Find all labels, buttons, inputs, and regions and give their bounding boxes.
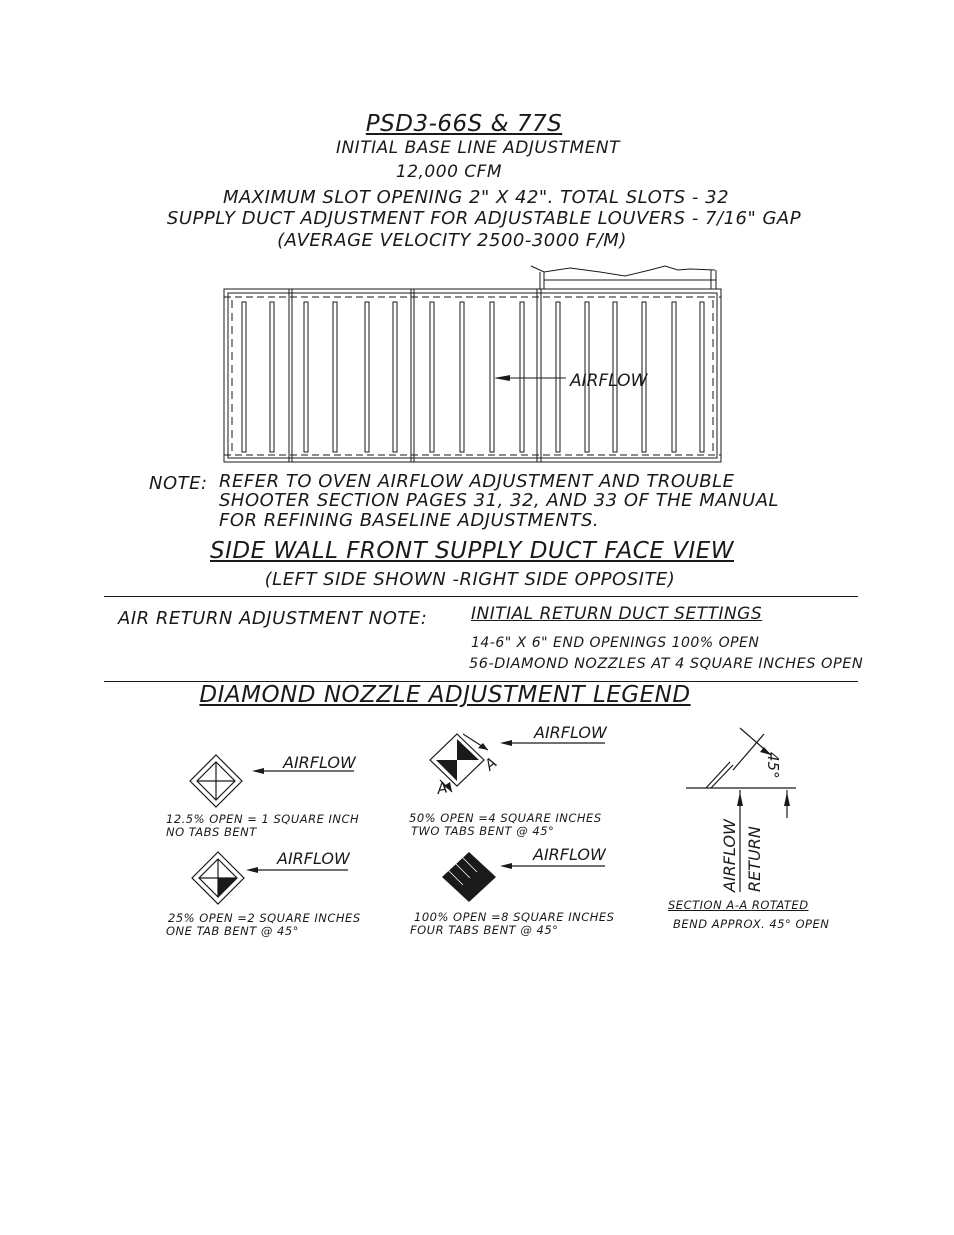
header-line-1: INITIAL BASE LINE ADJUSTMENT	[335, 138, 621, 158]
legend-title: DIAMOND NOZZLE ADJUSTMENT LEGEND	[199, 682, 691, 708]
nozzle-1-caption-1: 12.5% OPEN = 1 SQUARE INCH	[166, 812, 360, 826]
nozzle-1-caption-2: NO TABS BENT	[166, 825, 257, 839]
section-caption: BEND APPROX. 45° OPEN	[673, 917, 830, 931]
nozzle-4-airflow: AIRFLOW	[533, 845, 606, 864]
nozzle-3-caption-2: TWO TABS BENT @ 45°	[411, 824, 555, 838]
air-return-heading: INITIAL RETURN DUCT SETTINGS	[471, 604, 763, 624]
air-return-label: AIR RETURN ADJUSTMENT NOTE:	[118, 608, 428, 629]
sidewall-subtitle: (LEFT SIDE SHOWN -RIGHT SIDE OPPOSITE)	[264, 569, 676, 590]
section-angle-label: 45°	[764, 752, 782, 779]
air-return-item-1: 14-6" X 6" END OPENINGS 100% OPEN	[471, 635, 760, 651]
section-mark-a-right: A	[481, 753, 501, 775]
nozzle-3-airflow: AIRFLOW	[534, 723, 607, 742]
header-line-2: 12,000 CFM	[395, 162, 503, 182]
section-mark-a-bottom: A	[435, 778, 449, 798]
header-line-3: MAXIMUM SLOT OPENING 2" X 42". TOTAL SLOTS - 32	[222, 187, 730, 208]
section-title: SECTION A-A ROTATED	[668, 898, 809, 912]
air-return-item-2: 56-DIAMOND NOZZLES AT 4 SQUARE INCHES OPEN	[469, 656, 864, 672]
nozzle-2-caption-1: 25% OPEN =2 SQUARE INCHES	[168, 911, 361, 925]
note-prefix: NOTE:	[149, 473, 208, 494]
nozzle-4-caption-1: 100% OPEN =8 SQUARE INCHES	[414, 910, 615, 924]
note-line-3: FOR REFINING BASELINE ADJUSTMENTS.	[219, 510, 600, 531]
note-line-1: REFER TO OVEN AIRFLOW ADJUSTMENT AND TROUBLE	[219, 471, 735, 492]
header-line-4: SUPPLY DUCT ADJUSTMENT FOR ADJUSTABLE LOUVERS - 7/16" GAP	[166, 208, 802, 229]
nozzle-2-airflow: AIRFLOW	[277, 849, 350, 868]
section-return-label: RETURN	[745, 826, 764, 892]
nozzle-3-caption-1: 50% OPEN =4 SQUARE INCHES	[409, 811, 602, 825]
nozzle-1-airflow: AIRFLOW	[283, 753, 356, 772]
nozzle-2-caption-2: ONE TAB BENT @ 45°	[166, 924, 299, 938]
nozzle-4-caption-2: FOUR TABS BENT @ 45°	[410, 923, 559, 937]
page-title: PSD3-66S & 77S	[365, 111, 563, 137]
section-airflow-label: AIRFLOW	[720, 819, 739, 892]
header-line-5: (AVERAGE VELOCITY 2500-3000 F/M)	[277, 230, 627, 251]
note-line-2: SHOOTER SECTION PAGES 31, 32, AND 33 OF THE MANUAL	[219, 490, 780, 511]
sidewall-title: SIDE WALL FRONT SUPPLY DUCT FACE VIEW	[209, 538, 735, 564]
duct-airflow-label: AIRFLOW	[570, 371, 648, 391]
